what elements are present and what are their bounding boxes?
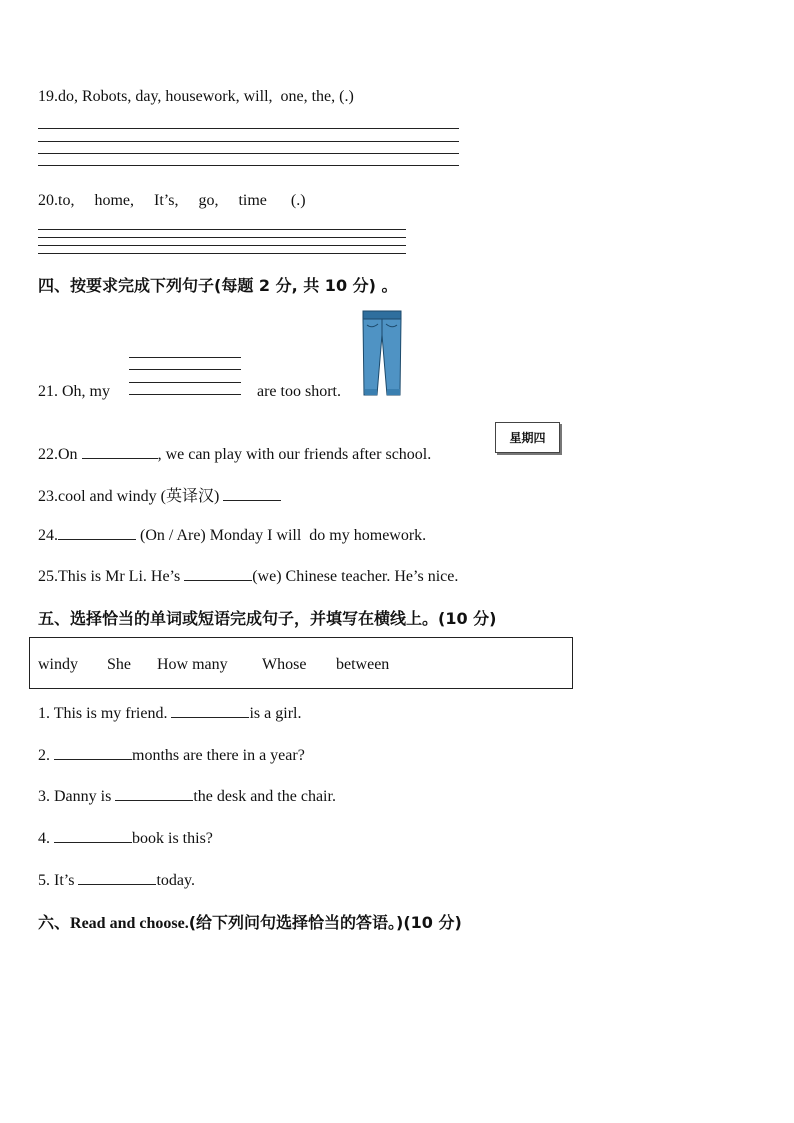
answer-blank[interactable] — [54, 745, 132, 760]
answer-blank[interactable] — [58, 525, 136, 540]
word-bank-item: windy — [38, 656, 78, 673]
word-bank-item: Whose — [262, 656, 307, 673]
answer-line[interactable] — [38, 229, 406, 230]
section-5-item-4 — [38, 828, 213, 848]
answer-line[interactable] — [38, 253, 406, 254]
section-5-heading: 五、选择恰当的单词或短语完成句子，并填写在横线上。(10 分) — [38, 609, 497, 628]
question-22 — [38, 444, 431, 464]
answer-blank[interactable] — [115, 786, 193, 801]
question-22-prefix: 22.On — [38, 446, 82, 463]
answer-blank[interactable] — [78, 870, 156, 885]
answer-blank[interactable] — [171, 703, 249, 718]
answer-line[interactable] — [38, 153, 459, 154]
question-24-suffix: (On / Are) Monday I will do my homework. — [136, 527, 427, 544]
question-22-suffix: , we can play with our friends after school. — [157, 446, 432, 463]
answer-line[interactable] — [129, 369, 241, 370]
item-prefix: 5. It’s — [38, 872, 79, 889]
item-suffix: is a girl. — [249, 705, 302, 722]
answer-line[interactable] — [129, 394, 241, 395]
question-20-text: 20.to, home, It’s, go, time (.) — [38, 192, 306, 209]
item-prefix: 3. Danny is — [38, 788, 116, 805]
item-suffix: months are there in a year? — [132, 747, 305, 764]
answer-line[interactable] — [129, 382, 241, 383]
question-24 — [38, 525, 426, 545]
question-19-text: 19.do, Robots, day, housework, will, one, the, (.) — [38, 88, 354, 105]
item-prefix: 1. This is my friend. — [38, 705, 172, 722]
question-21-prefix: 21. Oh, my — [38, 383, 110, 400]
section-5-item-5 — [38, 870, 195, 890]
question-25-suffix: (we) Chinese teacher. He’s nice. — [252, 568, 459, 585]
section-5-item-3 — [38, 786, 336, 806]
section-4-heading: 四、按要求完成下列句子(每题 2 分, 共 10 分) 。 — [38, 276, 398, 295]
question-21-suffix: are too short. — [257, 383, 341, 400]
question-24-prefix: 24. — [38, 527, 58, 544]
item-prefix: 2. — [38, 747, 54, 764]
answer-blank[interactable] — [184, 566, 252, 581]
answer-line[interactable] — [38, 245, 406, 246]
item-suffix: the desk and the chair. — [193, 788, 336, 805]
answer-blank[interactable] — [82, 444, 158, 459]
item-suffix: today. — [156, 872, 195, 889]
answer-blank[interactable] — [54, 828, 132, 843]
section-6-title-en: Read and choose. — [70, 915, 189, 932]
question-25 — [38, 566, 458, 586]
section-5-item-2 — [38, 745, 305, 765]
jeans-icon — [360, 309, 404, 399]
word-bank-box — [29, 637, 573, 689]
word-bank-item: She — [107, 656, 131, 673]
word-bank-item: between — [336, 656, 390, 673]
answer-line[interactable] — [38, 237, 406, 238]
section-6-prefix: 六、 — [38, 913, 71, 932]
section-6-suffix: (给下列问句选择恰当的答语。)(10 分) — [188, 913, 462, 932]
item-suffix: book is this? — [132, 830, 213, 847]
question-23 — [38, 483, 281, 506]
section-6-heading — [38, 910, 462, 933]
answer-line[interactable] — [38, 128, 459, 129]
section-5-item-1 — [38, 703, 301, 723]
question-25-prefix: 25.This is Mr Li. He’s — [38, 568, 185, 585]
answer-line[interactable] — [38, 141, 459, 142]
weekday-card: 星期四 — [495, 422, 560, 453]
word-bank-item: How many — [157, 656, 228, 673]
question-23-prefix: 23.cool and windy (英译汉) — [38, 488, 224, 505]
item-prefix: 4. — [38, 830, 54, 847]
answer-line[interactable] — [129, 357, 241, 358]
answer-blank[interactable] — [223, 486, 281, 501]
answer-line[interactable] — [38, 165, 459, 166]
